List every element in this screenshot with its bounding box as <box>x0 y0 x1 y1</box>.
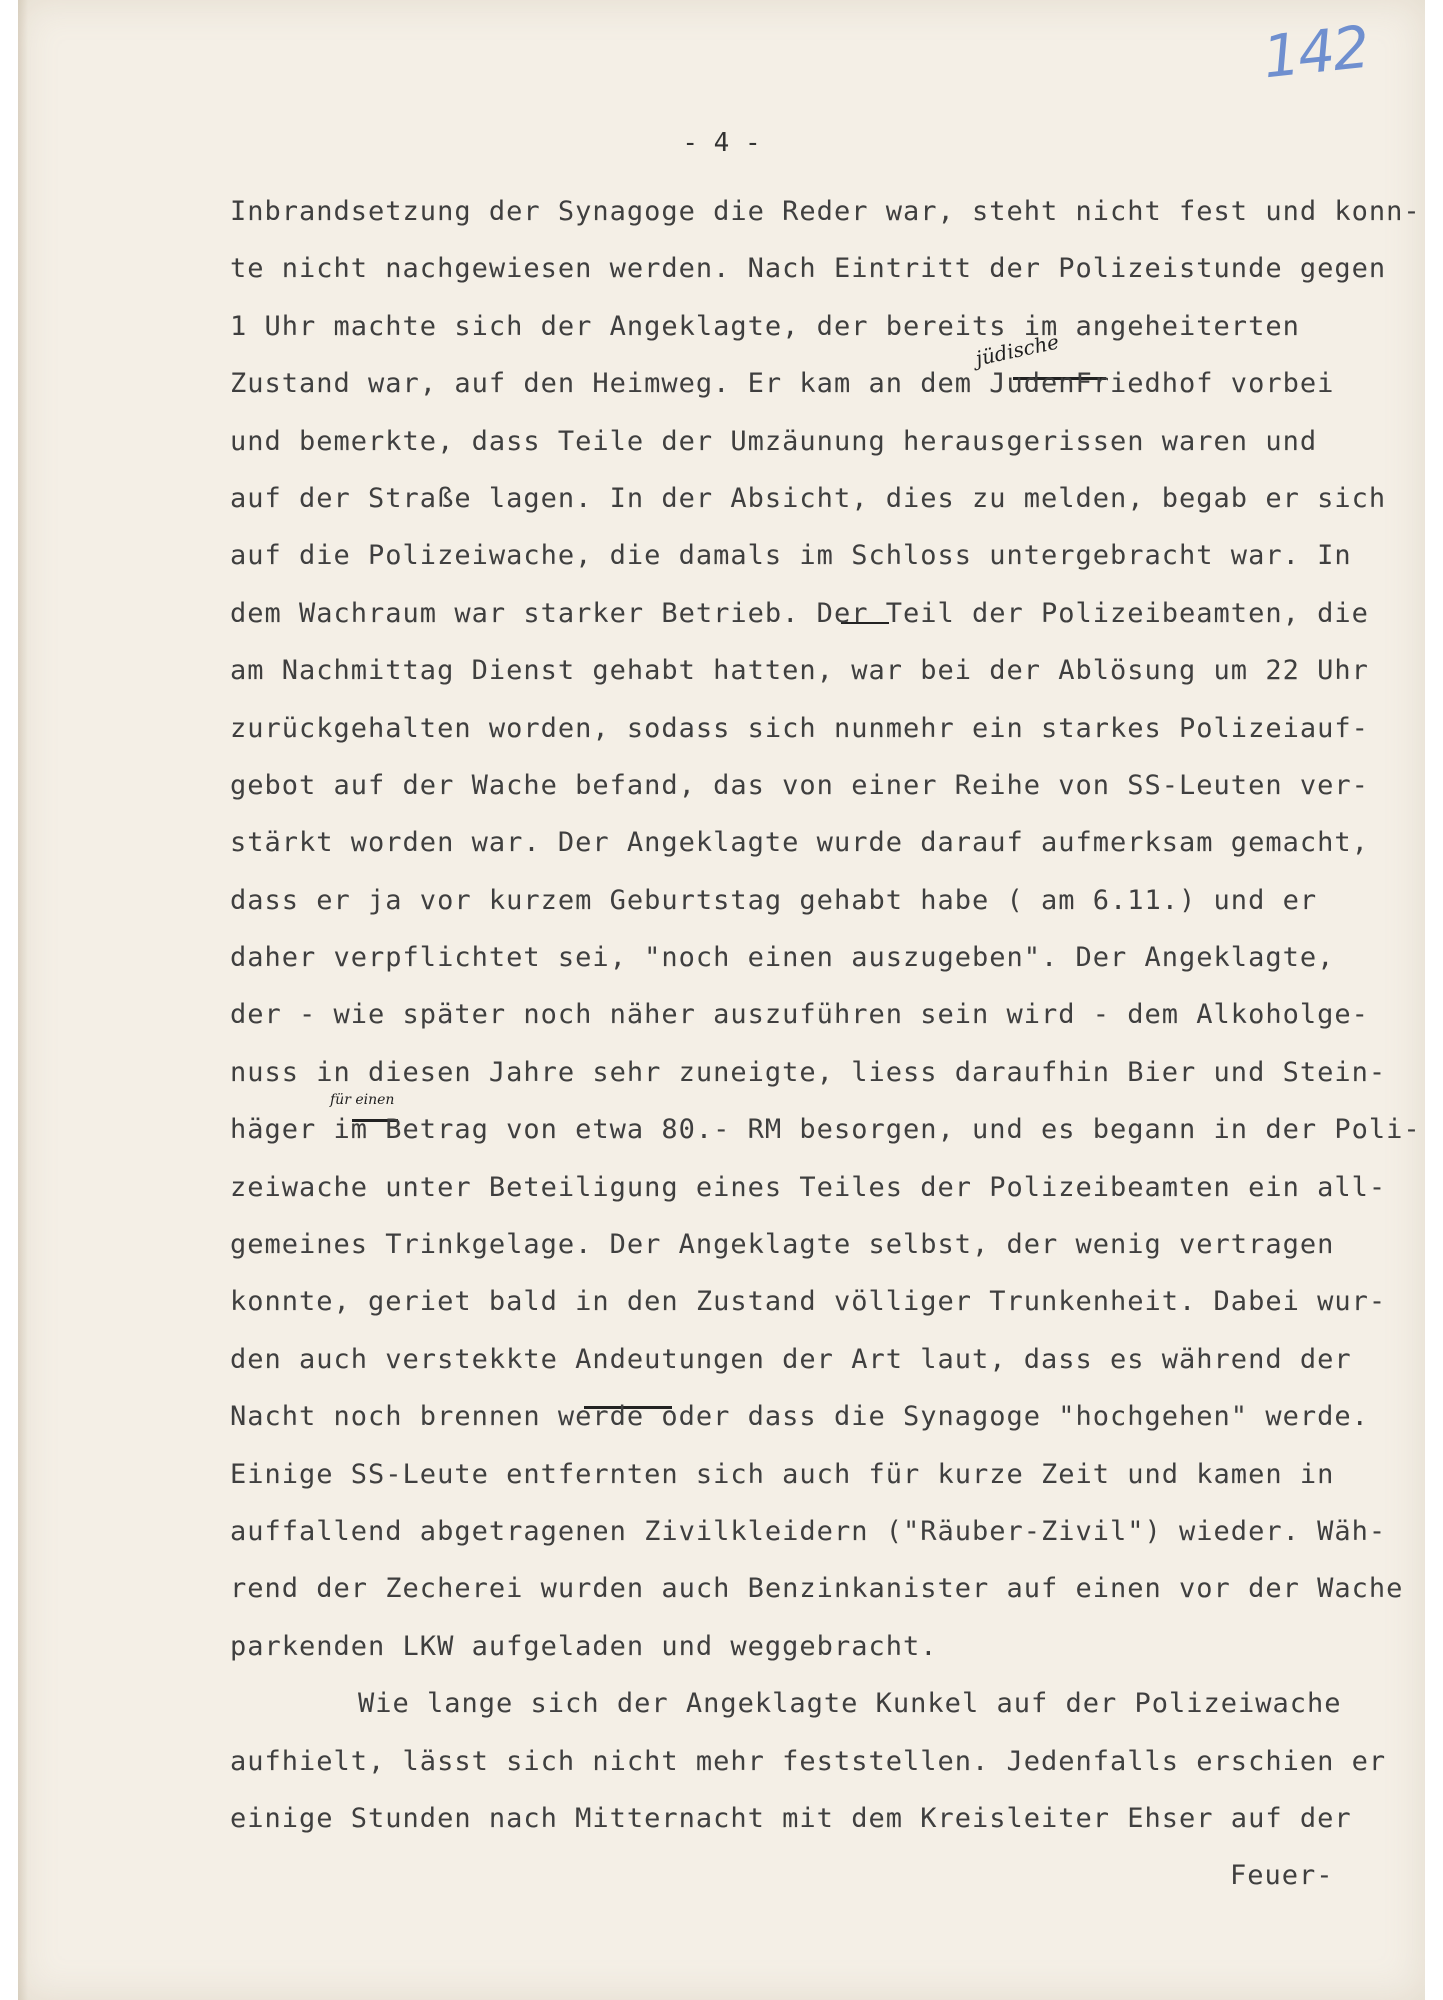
text-line: den auch verstekkte Andeutungen der Art laut, dass es während der <box>230 1343 1352 1375</box>
text-line: konnte, geriet bald in den Zustand völliger Trunkenheit. Dabei wur- <box>230 1286 1387 1318</box>
text-line: parkenden LKW aufgeladen und weggebracht. <box>230 1630 938 1662</box>
catchword: Feuer- <box>1230 1860 1334 1892</box>
text-line: einige Stunden nach Mitternacht mit dem Kreisleiter Ehser auf der <box>230 1802 1352 1834</box>
text-line: daher verpflichtet sei, "noch einen auszugeben". Der Angeklagte, <box>230 942 1335 974</box>
text-line: auffallend abgetragenen Zivilkleidern ("Räuber-Zivil") wieder. Wäh- <box>230 1515 1387 1547</box>
text-line: te nicht nachgewiesen werden. Nach Eintritt der Polizeistunde gegen <box>230 253 1387 285</box>
text-line: Inbrandsetzung der Synagoge die Reder war, steht nicht fest und konn- <box>230 196 1421 227</box>
text-line: Nacht noch brennen werde oder dass die Synagoge "hochgehen" werde. <box>230 1401 1369 1433</box>
document-page <box>18 0 1425 2000</box>
text-line: zeiwache unter Beteiligung eines Teiles der Polizeibeamten ein all- <box>230 1171 1387 1203</box>
typewritten-body <box>230 183 1430 1905</box>
text-line: am Nachmittag Dienst gehabt hatten, war bei der Ablösung um 22 Uhr <box>230 655 1369 687</box>
text-line: zurückgehalten worden, sodass sich nunmehr ein starkes Polizeiauf- <box>230 712 1369 744</box>
text-line: dass er ja vor kurzem Geburtstag gehabt habe ( am 6.11.) und er <box>230 884 1318 916</box>
text-line: gebot auf der Wache befand, das von einer Reihe von SS-Leuten ver- <box>230 769 1369 801</box>
page-number: - 4 - <box>682 128 761 158</box>
text-line: Einige SS-Leute entfernten sich auch für kurze Zeit und kamen in <box>230 1458 1335 1490</box>
text-line: der - wie später noch näher auszuführen sein wird - dem Alkoholge- <box>230 999 1369 1031</box>
text-line: dem Wachraum war starker Betrieb. Der Teil der Polizeibeamten, die <box>230 597 1369 629</box>
text-line: Zustand war, auf den Heimweg. Er kam an dem JudenFriedhof vorbei <box>230 368 1335 400</box>
text-line: auf die Polizeiwache, die damals im Schloss untergebracht war. In <box>230 540 1352 572</box>
handwritten-insertion-juedische: jüdische <box>973 329 1062 371</box>
text-line: stärkt worden war. Der Angeklagte wurde darauf aufmerksam gemacht, <box>230 827 1369 859</box>
text-line: gemeines Trinkgelage. Der Angeklagte selbst, der wenig vertragen <box>230 1229 1335 1261</box>
text-line: und bemerkte, dass Teile der Umzäunung herausgerissen waren und <box>230 425 1318 457</box>
paragraph-start-line: Wie lange sich der Angeklagte Kunkel auf der Polizeiwache <box>358 1688 1342 1720</box>
text-line: rend der Zecherei wurden auch Benzinkanister auf einen vor der Wache <box>230 1573 1404 1605</box>
text-line: häger im Betrag von etwa 80.- RM besorgen, und es begann in der Poli- <box>230 1114 1421 1146</box>
text-line: 1 Uhr machte sich der Angeklagte, der bereits im angeheiterten <box>230 310 1300 342</box>
archive-page-number: 142 <box>1259 12 1371 92</box>
text-line: aufhielt, lässt sich nicht mehr feststellen. Jedenfalls erschien er <box>230 1745 1387 1777</box>
text-line: nuss in diesen Jahre sehr zuneigte, liess daraufhin Bier und Stein- <box>230 1056 1387 1088</box>
handwritten-insertion-fuer-einen: für einen <box>330 1092 395 1108</box>
text-line: auf der Straße lagen. In der Absicht, dies zu melden, begab er sich <box>230 482 1387 514</box>
